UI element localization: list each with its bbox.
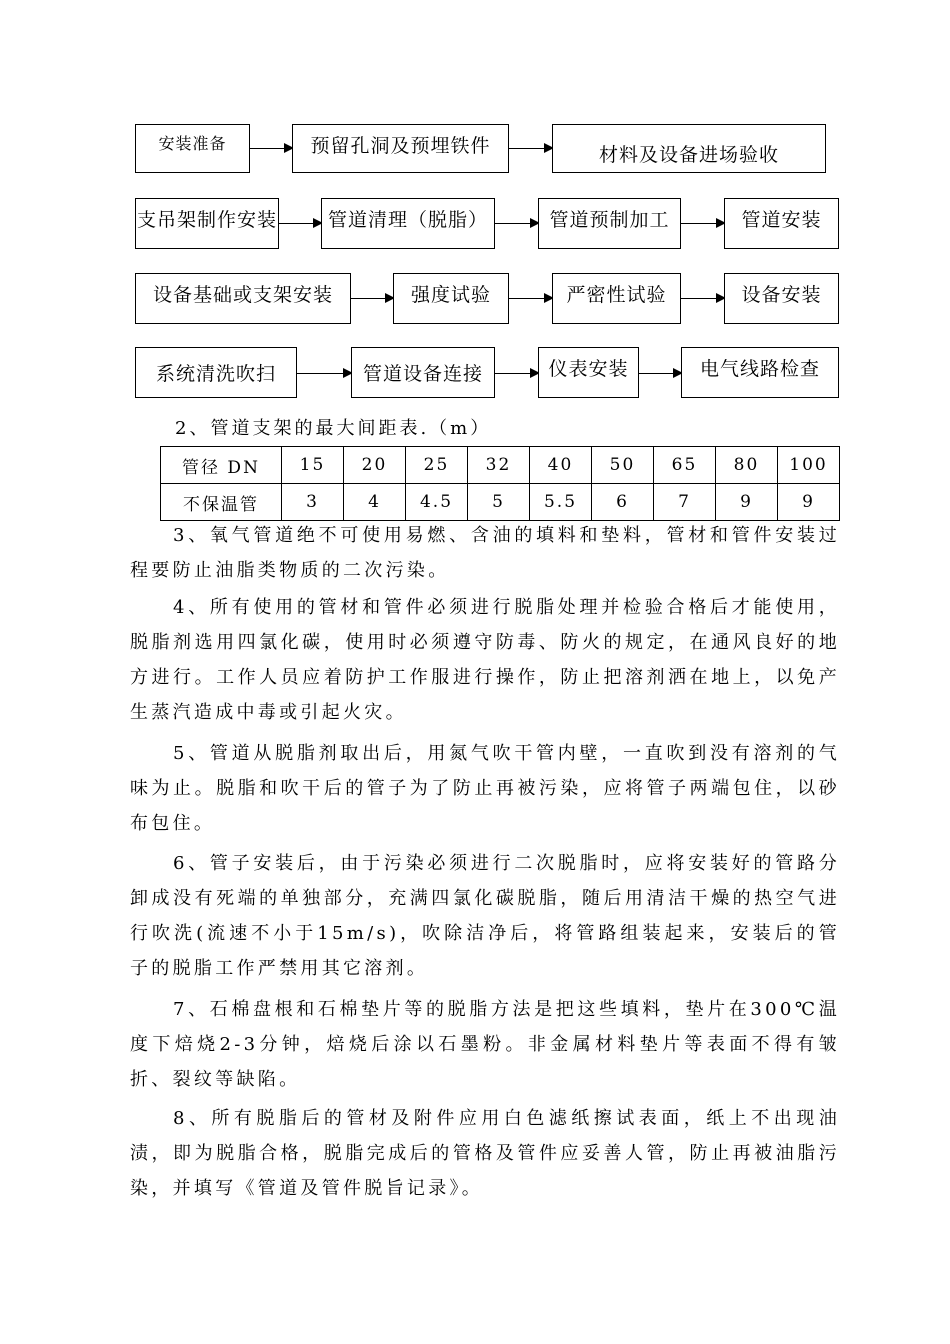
paragraph-8: 8、所有脱脂后的管材及附件应用白色滤纸擦试表面，纸上不出现油渍，即为脱脂合格，脱脂完成后的管格及管件应妥善人管，防止再被油脂污染，并填写《管道及管件脱旨记录》。 xyxy=(130,1108,840,1199)
diameter-cell: 40 xyxy=(530,447,592,484)
flow-box-electrical-inspection: 电气线路检查 xyxy=(681,347,839,398)
paragraph-4: 4、所有使用的管材和管件必须进行脱脂处理并检验合格后才能使用，脱脂剂选用四氯化碳，使用时必须遵守防毒、防火的规定，在通风良好的地方进行。工作人员应着防护工作服进行操作，防止把溶剂洒在地上，以免产生蒸汽造成中毒或引起火灾。 xyxy=(130,597,840,723)
table-caption: 2、管道支架的最大间距表.（m） xyxy=(175,418,492,439)
diameter-cell: 32 xyxy=(468,447,530,484)
flow-arrow xyxy=(509,298,552,299)
spacing-value-cell: 9 xyxy=(716,484,778,521)
diameter-cell: 65 xyxy=(654,447,716,484)
flow-box-equipment-foundation: 设备基础或支架安装 xyxy=(135,273,351,324)
flow-arrow xyxy=(250,148,292,149)
paragraph-7: 7、石棉盘根和石棉垫片等的脱脂方法是把这些填料，垫片在300℃温度下焙烧2-3分钟，焙烧后涂以石墨粉。非金属材料垫片等表面不得有皱折、裂纹等缺陷。 xyxy=(130,999,840,1090)
diameter-cell: 100 xyxy=(778,447,840,484)
diameter-cell: 25 xyxy=(406,447,468,484)
spacing-value-cell: 3 xyxy=(282,484,344,521)
spacing-value-cell: 6 xyxy=(592,484,654,521)
header-label-cell: 管径 DN xyxy=(161,447,282,484)
diameter-cell: 80 xyxy=(716,447,778,484)
spacing-value-cell: 4 xyxy=(344,484,406,521)
paragraph-6: 6、管子安装后，由于污染必须进行二次脱脂时，应将安装好的管路分卸成没有死端的单独部分，充满四氯化碳脱脂，随后用清洁干燥的热空气进行吹洗(流速不小于15m/s)，吹除洁净后，将管路组装起来，安装后的管子的脱脂工作严禁用其它溶剂。 xyxy=(130,853,840,979)
spacing-value-cell: 9 xyxy=(778,484,840,521)
flow-arrow xyxy=(495,223,538,224)
spacing-value-cell: 7 xyxy=(654,484,716,521)
support-spacing-table xyxy=(160,446,840,521)
flow-box-pipe-degreasing: 管道清理（脱脂） xyxy=(321,198,495,249)
paragraph-3: 3、氧气管道绝不可使用易燃、含油的填料和垫料，管材和管件安装过程要防止油脂类物质的二次污染。 xyxy=(130,525,840,581)
flow-box-strength-test: 强度试验 xyxy=(393,273,509,324)
flow-box-equipment-installation: 设备安装 xyxy=(724,273,839,324)
flow-box-install-prep: 安装准备 xyxy=(135,124,250,173)
spacing-value-cell: 4.5 xyxy=(406,484,468,521)
row-label-cell: 不保温管 xyxy=(161,484,282,521)
flow-arrow xyxy=(509,148,552,149)
spacing-value-cell: 5.5 xyxy=(530,484,592,521)
flow-arrow xyxy=(495,373,538,374)
flow-box-reserve-holes: 预留孔洞及预埋铁件 xyxy=(292,124,509,173)
diameter-cell: 50 xyxy=(592,447,654,484)
flow-box-tightness-test: 严密性试验 xyxy=(552,273,681,324)
flow-box-pipe-equipment-connection: 管道设备连接 xyxy=(351,347,495,398)
flow-arrow xyxy=(351,298,393,299)
paragraph-5: 5、管道从脱脂剂取出后，用氮气吹干管内壁，一直吹到没有溶剂的气味为止。脱脂和吹干后的管子为了防止再被污染，应将管子两端包住，以砂布包住。 xyxy=(130,743,840,834)
spacing-value-cell: 5 xyxy=(468,484,530,521)
table-row xyxy=(161,447,840,484)
flow-box-system-flushing: 系统清洗吹扫 xyxy=(135,347,297,398)
flow-arrow xyxy=(297,373,351,374)
diameter-cell: 15 xyxy=(282,447,344,484)
flow-arrow xyxy=(681,298,724,299)
flow-arrow xyxy=(681,223,724,224)
flow-arrow xyxy=(279,223,321,224)
flow-box-support-fabrication: 支吊架制作安装 xyxy=(135,198,279,249)
diameter-cell: 20 xyxy=(344,447,406,484)
flow-box-material-acceptance: 材料及设备进场验收 xyxy=(552,124,826,173)
table-row xyxy=(161,484,840,521)
flow-box-pipe-installation: 管道安装 xyxy=(724,198,839,249)
flow-box-instrument-installation: 仪表安装 xyxy=(538,347,639,398)
flow-box-pipe-prefabrication: 管道预制加工 xyxy=(538,198,681,249)
flow-arrow xyxy=(639,373,681,374)
